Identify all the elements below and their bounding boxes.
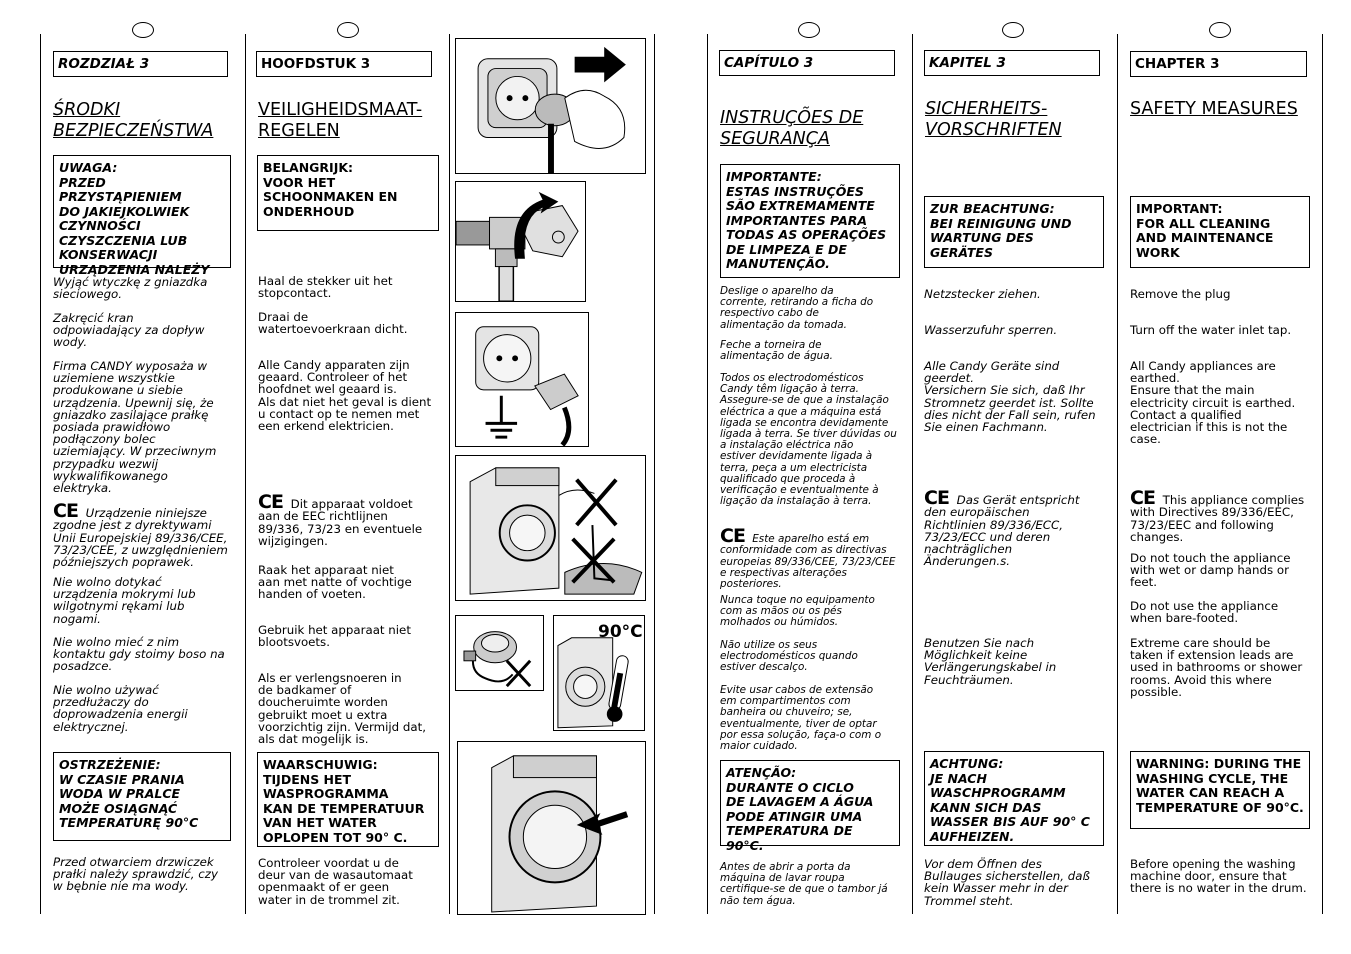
section-title: ŚRODKI BEZPIECZEŃSTWA: [53, 100, 214, 141]
instruction-tap: Turn off the water inlet tap.: [1130, 323, 1292, 337]
ce-mark-icon: CE: [1130, 487, 1155, 510]
washing-machine-icon: [456, 456, 645, 600]
ce-text: This appliance complies with Directives 89/336/EEC, 73/23/EEC and following changes.: [1130, 493, 1305, 544]
instruction-barefoot: Nie wolno mieć z nim kontaktu gdy stoimy boso na posadzce.: [53, 635, 225, 674]
ce-compliance: [258, 484, 443, 547]
wet-hands-barefoot-illustration: [455, 455, 646, 601]
notice-box: BELANGRIJK: VOOR HET SCHOONMAKEN EN ONDERHOUD: [257, 155, 439, 231]
chapter-heading: ROZDZIAŁ 3: [53, 51, 228, 77]
instruction-unplug: Netzstecker ziehen.: [924, 287, 1041, 301]
instruction-tap: Wasserzufuhr sperren.: [924, 323, 1058, 337]
ce-compliance: [1130, 480, 1322, 543]
notice-box: IMPORTANT: FOR ALL CLEANING AND MAINTENANCE WORK: [1130, 196, 1310, 268]
instruction-earthing: All Candy appliances are earthed. Ensure that the main electricity circuit is earthed. Contact a qualified electrician if this is not the case.: [1130, 359, 1296, 447]
column-divider: [40, 34, 41, 914]
tap-closing-illustration: [455, 181, 586, 302]
instruction-door: Przed otwarciem drzwiczek prałki należy sprawdzić, czy w bębnie nie ma wody.: [53, 855, 218, 894]
page-number-circle: [798, 22, 820, 38]
ce-mark-icon: CE: [720, 525, 745, 548]
instruction-tap: Feche a torneira de alimentação de água.: [720, 339, 833, 363]
water-tap-icon: [456, 182, 585, 301]
instruction-extension: Als er verlengsnoeren in de badkamer of doucheruimte worden gebruikt moet u extra voorzichtig zijn. Vermijd dat, als dat mogelijk is.: [258, 671, 426, 747]
instruction-barefoot: Não utilize os seus electrodomésticos quando estiver descalço.: [720, 639, 858, 674]
page-number-circle: [1209, 22, 1231, 38]
column-divider: [449, 34, 450, 914]
hot-water-illustration: [553, 615, 645, 731]
warning-box: ATENÇÃO: DURANTE O CICLO DE LAVAGEM A ÁGUA PODE ATINGIR UMA TEMPERATURA DE 90°C.: [720, 760, 900, 846]
ce-compliance: [53, 493, 238, 568]
instruction-tap: Draai de watertoevoerkraan dicht.: [258, 310, 408, 337]
instruction-unplug: Remove the plug: [1130, 287, 1231, 301]
column-divider: [245, 34, 246, 914]
section-title: VEILIGHEIDSMAAT- REGELEN: [258, 100, 423, 141]
earth-ground-icon: [456, 313, 588, 446]
chapter-heading: CHAPTER 3: [1130, 51, 1307, 77]
column-divider: [654, 34, 655, 914]
notice-box: UWAGA: PRZED PRZYSTĄPIENIEM DO JAKIEJKOLWIEK CZYNNOŚCI CZYSZCZENIA LUB KONSERWACJI URZĄDZENIA NALEŻY: [53, 155, 231, 268]
chapter-heading: KAPITEL 3: [924, 50, 1100, 76]
page-number-circle: [337, 22, 359, 38]
section-title: SICHERHEITS- VORSCHRIFTEN: [925, 99, 1062, 140]
instruction-tap: Zakręcić kran odpowiadający za dopływ wody.: [53, 311, 205, 350]
column-divider: [912, 34, 913, 914]
warning-box: OSTRZEŻENIE: W CZASIE PRANIA WODA W PRALCE MOŻE OSIĄGNĄĆ TEMPERATURĘ 90°C: [53, 752, 231, 841]
instruction-unplug: Haal de stekker uit het stopcontact.: [258, 274, 393, 301]
instruction-extension: Benutzen Sie nach Möglichkeit keine Verlängerungskabel in Feuchträumen.: [924, 636, 1057, 687]
warning-box: WARNING: DURING THE WASHING CYCLE, THE WATER CAN REACH A TEMPERATURE OF 90°C.: [1130, 751, 1310, 829]
instruction-unplug: Wyjąć wtyczkę z gniazdka sieciowego.: [53, 275, 208, 302]
notice-box: IMPORTANTE: ESTAS INSTRUÇÕES SÃO EXTREMAMENTE IMPORTANTES PARA TODAS AS OPERAÇÕES DE LIMPEZA E DE MANUTENÇÃO.: [720, 164, 900, 278]
ce-mark-icon: CE: [53, 500, 78, 523]
instruction-door: Vor dem Öffnen des Bullauges sicherstellen, daß kein Wasser mehr in der Trommel steht.: [924, 857, 1090, 908]
chapter-heading: HOOFDSTUK 3: [256, 51, 432, 77]
instruction-earthing: Alle Candy apparaten zijn geaard. Controleer of het hoofdnet wel geaard is. Als dat niet het geval is dient u contact op te nemen met een erkend elektricien.: [258, 358, 432, 434]
page-number-circle: [1002, 22, 1024, 38]
instruction-barefoot: Gebruik het apparaat niet blootsvoets.: [258, 623, 411, 650]
ce-mark-icon: CE: [924, 487, 949, 510]
door-opening-illustration: [457, 741, 646, 915]
washing-machine-door-icon: [458, 742, 645, 914]
instruction-wet-hands: Do not touch the appliance with wet or damp hands or feet.: [1130, 551, 1291, 590]
ce-text: Das Gerät entspricht den europäischen Richtlinien 89/336/ECC, 73/23/ECC und deren nachträglichen Änderungen.s.: [924, 493, 1080, 569]
notice-box: ZUR BEACHTUNG: BEI REINIGUNG UND WARTUNG DES GERÄTES: [924, 196, 1104, 268]
instruction-extension: Extreme care should be taken if extension leads are used in bathrooms or shower rooms. Avoid this where possible.: [1130, 636, 1303, 699]
instruction-earthing: Alle Candy Geräte sind geerdet. Versichern Sie sich, daß Ihr Stromnetz geerdet ist. Sollte dies nicht der Fall sein, rufen Sie einen Fachmann.: [924, 359, 1096, 435]
instruction-barefoot: Do not use the appliance when bare-footed.: [1130, 599, 1279, 626]
earthed-socket-illustration: [455, 312, 589, 447]
section-title: SAFETY MEASURES: [1130, 99, 1298, 119]
ce-text: Urządzenie niniejsze zgodne jest z dyrektywami Unii Europejskiej 89/336/CEE, 73/23/CEE, z uwzględnieniem późniejszych poprawek.: [53, 506, 228, 570]
instruction-wet-hands: Raak het apparaat niet aan met natte of vochtige handen of voeten.: [258, 563, 412, 602]
instruction-earthing: Todos os electrodomésticos Candy têm ligação à terra. Assegure-se de que a instalação eléctrica a que a máquina está ligada se encontra devidamente ligada à terra. Se tiver dúvidas ou a instalação eléctrica não estiver devidamente ligada à terra, peça a um electricista qualificado que proceda à verificação e eventualmente à ligação da instalação à terra.: [720, 372, 897, 508]
temperature-label: 90°C: [598, 622, 643, 642]
instruction-extension: Nie wolno używać przedłużaczy do doprowadzenia energii elektrycznej.: [53, 683, 188, 734]
ce-compliance: [720, 520, 906, 590]
instruction-wet-hands: Nie wolno dotykać urządzenia mokrymi lub wilgotnymi rękami lub nogami.: [53, 575, 196, 626]
instruction-earthing: Firma CANDY wyposaża w uziemiene wszystkie produkowane u siebie urządzenia. Upewnij się, że gniazdko zasilające prałkę posiada prawidłowo podłączony bolec uziemiający. W przeciwnym przypadku wezwij wykwalifikowanego elektryka.: [53, 359, 217, 496]
column-divider: [1322, 34, 1323, 914]
ce-mark-icon: CE: [258, 491, 283, 514]
column-divider: [1117, 34, 1118, 914]
plug-removal-illustration: [455, 38, 646, 174]
ce-compliance: [924, 480, 1110, 567]
instruction-wet-hands: Nunca toque no equipamento com as mãos ou os pés molhados ou húmidos.: [720, 594, 875, 629]
instruction-extension: Evite usar cabos de extensão em compartimentos com banheira ou chuveiro; se, eventualmente, tiver de optar por essa solução, faça-o com o maior cuidado.: [720, 684, 882, 753]
extension-lead-illustration: [455, 615, 544, 691]
column-divider: [707, 34, 708, 914]
instruction-door: Controleer voordat u de deur van de wasautomaat openmaakt of er geen water in de trommel zit.: [258, 856, 413, 907]
ce-text: Este aparelho está em conformidade com as directivas europeias 89/336/CEE, 73/23/CEE e respectivas alterações posteriores.: [720, 533, 896, 591]
instruction-door: Antes de abrir a porta da máquina de lavar roupa certifique-se de que o tambor já não tem água.: [720, 861, 888, 907]
warning-box: ACHTUNG: JE NACH WASCHPROGRAMM KANN SICH DAS WASSER BIS AUF 90° C AUFHEIZEN.: [924, 751, 1104, 846]
extension-reel-icon: [456, 616, 543, 690]
warning-box: WAARSCHUWIG: TIJDENS HET WASPROGRAMMA KAN DE TEMPERATUUR VAN HET WATER OPLOPEN TOT 90° C.: [257, 752, 439, 847]
instruction-door: Before opening the washing machine door, ensure that there is no water in the drum.: [1130, 857, 1307, 896]
instruction-unplug: Deslige o aparelho da corrente, retirando a ficha do respectivo cabo de alimentação da tomada.: [720, 285, 874, 331]
section-title: INSTRUÇÕES DE SEGURANÇA: [720, 108, 864, 149]
page-number-circle: [132, 22, 154, 38]
ce-text: Dit apparaat voldoet aan de EEC richtlijnen 89/336, 73/23 en eventuele wijzigingen.: [258, 497, 423, 548]
hand-unplugging-icon: [456, 39, 645, 173]
chapter-heading: CAPÍTULO 3: [719, 50, 895, 76]
